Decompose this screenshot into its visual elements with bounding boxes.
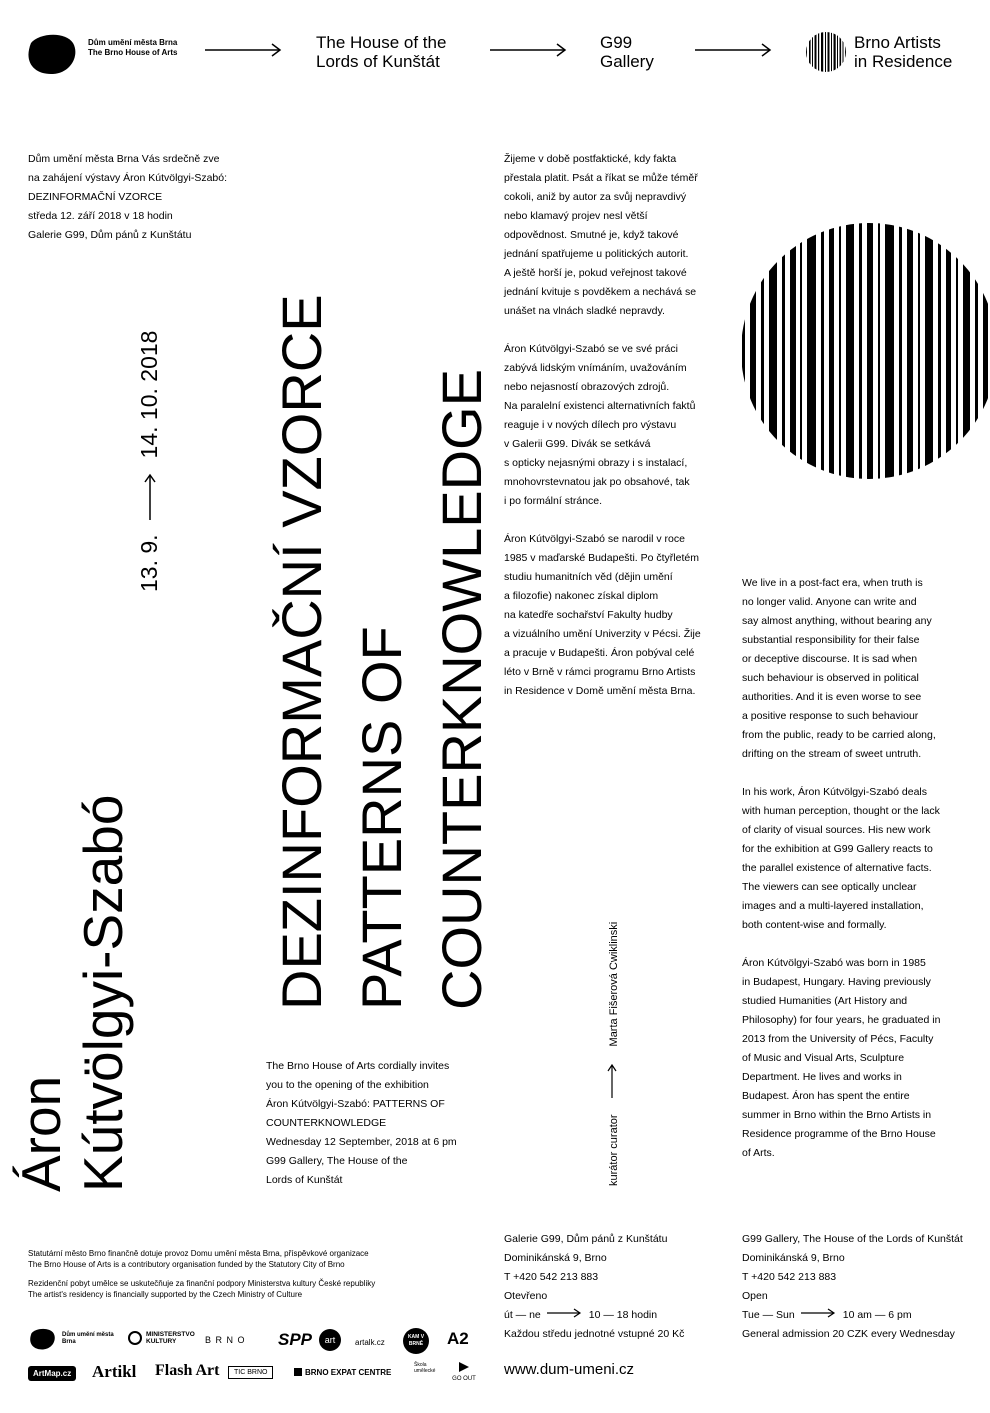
paragraph-cz-2: Áron Kútvölgyi-Szabó se ve své práci zabývá lidským vnímáním, uvažováním nebo nejasností obrazových zdrojů. Na paralelní existenci alternativních faktů reaguje i v nových dílech pro výstavu v Galerii G99. Divák se setkává s opticky nejasnými obrazy i s instalací, mnohovrstevnatou jak po obsahové, tak i po formální stránce. xyxy=(504,343,696,507)
curator-label: kurátor curator xyxy=(608,1114,620,1186)
curator xyxy=(606,922,622,1186)
funding-notice: Statutární město Brno finančně dotuje provoz Domu umění města Brna, příspěvkové organizace The Brno House of Arts is a contributory organisation funded by the Statutory City of Brno Rezidenční pobyt umělce se uskutečňuje za finanční podpory Ministerstva kultury České republiky The artist's residency is financially supported by the Czech Ministry of Culture xyxy=(28,1249,376,1299)
opening-hours-en: 10 am — 6 pm xyxy=(842,1309,912,1321)
logo-a2: A2 xyxy=(447,1329,469,1348)
title-en-2: COUNTERKNOWLEDGE xyxy=(430,369,493,1010)
paragraph-en-2: In his work, Áron Kútvölgyi-Szabó deals with human perception, thought or the lack of clarity of visual sources. His new work for the exhibition at G99 Gallery reacts to the parallel existence of alternative facts. The viewers can see optically unclear images and a multi-layered installation, both content-wise and formally. xyxy=(742,786,940,931)
title-cz: DEZINFORMAČNÍ VZORCE xyxy=(270,294,333,1010)
arrow-icon xyxy=(205,42,283,63)
nav-brno-artists-in-residence[interactable]: Brno Artists in Residence xyxy=(854,33,953,71)
title-en-1: PATTERNS OF xyxy=(350,626,413,1010)
nav-house-of-lords[interactable]: The House of the Lords of Kunštát xyxy=(316,33,447,71)
exhibition-title xyxy=(262,294,502,1010)
institution-name: Dům umění města Brna The Brno House of Arts xyxy=(88,38,178,57)
artist-name xyxy=(10,795,134,1192)
paragraph-cz-3: Áron Kútvölgyi-Szabó se narodil v roce 1985 v maďarské Budapešti. Po čtyřletém studiu humanitních věd (dějin umění a filozofie) nakonec získal diplom na katedře sochařství Fakulty hudby a vizuálního umění Univerzity v Pécsi. Žije a pracuje v Budapešti. Áron pobýval celé léto v Brně v rámci programu Brno Artists in Residence v Domě umění města Brna. xyxy=(504,533,701,697)
body-text-en xyxy=(742,574,982,1182)
arrow-icon xyxy=(606,1062,622,1098)
logo-brno-expat-centre: BRNO EXPAT CENTRE xyxy=(294,1368,391,1377)
artist-first-name: Áron xyxy=(10,1075,72,1192)
date-end: 14. 10. 2018 xyxy=(136,330,162,459)
website-link[interactable]: www.dum-umeni.cz xyxy=(504,1361,635,1378)
invitation-cz: Dům umění města Brna Vás srdečně zve na zahájení výstavy Áron Kútvölgyi-Szabó: DEZINFORMAČNÍ VZORCE středa 12. září 2018 v 18 hodin Galerie G99, Dům pánů z Kunštátu xyxy=(28,153,228,241)
logo-art: art xyxy=(319,1329,341,1351)
logo-artalk: artalk.cz xyxy=(355,1338,385,1347)
visitor-info-en: G99 Gallery, The House of the Lords of Kunštát Dominikánská 9, Brno T +420 542 213 883 Open Tue — Sun 10 am — 6 pm General admission 20 CZK every Wednesday xyxy=(742,1233,963,1340)
arrow-icon xyxy=(695,42,773,63)
arrow-icon xyxy=(801,1306,837,1325)
curator-name: Marta Fišerová Cwiklinski xyxy=(608,921,620,1047)
paragraph-cz-1: Žijeme v době postfaktické, kdy fakta přestala platit. Psát a říkat se může téměř cokoli, aniž by autor za svůj nepravdivý nebo klamavý projev nesl větší odpovědnost. Smutné je, když takové jednání spatřujeme u politických autorit. A ještě horší je, pokud veřejnost takové jednání kvituje s povděkem a nechává se unášet na vlnách sladké nepravdy. xyxy=(504,153,698,317)
logo-go-out: GO OUT xyxy=(452,1360,476,1382)
logo-tic-brno: TIC BRNO xyxy=(228,1366,273,1379)
date-start: 13. 9. xyxy=(136,534,162,592)
barcode-circle-graphic xyxy=(740,222,990,485)
body-text-cz xyxy=(504,150,734,720)
visitor-info-cz: Galerie G99, Dům pánů z Kunštátu Dominikánská 9, Brno T +420 542 213 883 Otevřeno út — ne 10 — 18 hodin Každou středu jednotné vstupné 20 Kč xyxy=(504,1233,685,1340)
opening-days-en: Tue — Sun xyxy=(742,1309,795,1321)
logo-kam-v-brne: KAM V BRNĚ xyxy=(403,1328,429,1354)
nav-g99-gallery[interactable]: G99 Gallery xyxy=(600,33,654,71)
paragraph-en-3: Áron Kútvölgyi-Szabó was born in 1985 in Budapest, Hungary. Having previously studied Humanities (Art History and Philosophy) for four years, he graduated in 2013 from the University of Pécs, Faculty of Music and Visual Arts, Sculpture Department. He lives and works in Budapest. Áron has spent the entire summer in Brno within the Brno Artists in Residence programme of the Brno House of Arts. xyxy=(742,957,941,1159)
exhibition-dates xyxy=(134,331,164,592)
arrow-icon xyxy=(134,472,164,520)
logo-spp: SPP xyxy=(278,1330,313,1349)
logo-artmap: ArtMap.cz xyxy=(28,1366,76,1381)
paragraph-en-1: We live in a post-fact era, when truth is no longer valid. Anyone can write and say almost anything, without bearing any substantial responsibility for their false or deceptive discourse. It is sad when such behaviour is observed in political authorities. And it is even worse to see a positive response to such behaviour from the public, ready to be carried along, drifting on the stream of sweet untruth. xyxy=(742,577,936,760)
arrow-icon xyxy=(547,1306,583,1325)
opening-days-cz: út — ne xyxy=(504,1309,541,1321)
invitation-en: The Brno House of Arts cordially invites you to the opening of the exhibition Áron Kútvölgyi-Szabó: PATTERNS OF COUNTERKNOWLEDGE Wednesday 12 September, 2018 at 6 pm G99 Gallery, The House of the Lords of Kunštát xyxy=(266,1060,457,1186)
logo-blob xyxy=(25,33,77,75)
logo-flash-art: Flash Art xyxy=(155,1362,220,1379)
artist-last-name: Kútvölgyi-Szabó xyxy=(72,794,134,1192)
logo-dum-umeni: Dům umění města Brna xyxy=(28,1328,114,1350)
logo-ministerstvo-kultury: MINISTERSTVO KULTURY xyxy=(128,1331,186,1345)
barcode-circle-icon-small xyxy=(805,31,847,78)
arrow-icon xyxy=(490,42,568,63)
logo-brno: B R N O xyxy=(205,1335,246,1345)
logo-artikl: Artikl xyxy=(92,1362,137,1381)
opening-hours-cz: 10 — 18 hodin xyxy=(588,1309,658,1321)
logo-skola: Škola umělecké xyxy=(414,1362,436,1374)
